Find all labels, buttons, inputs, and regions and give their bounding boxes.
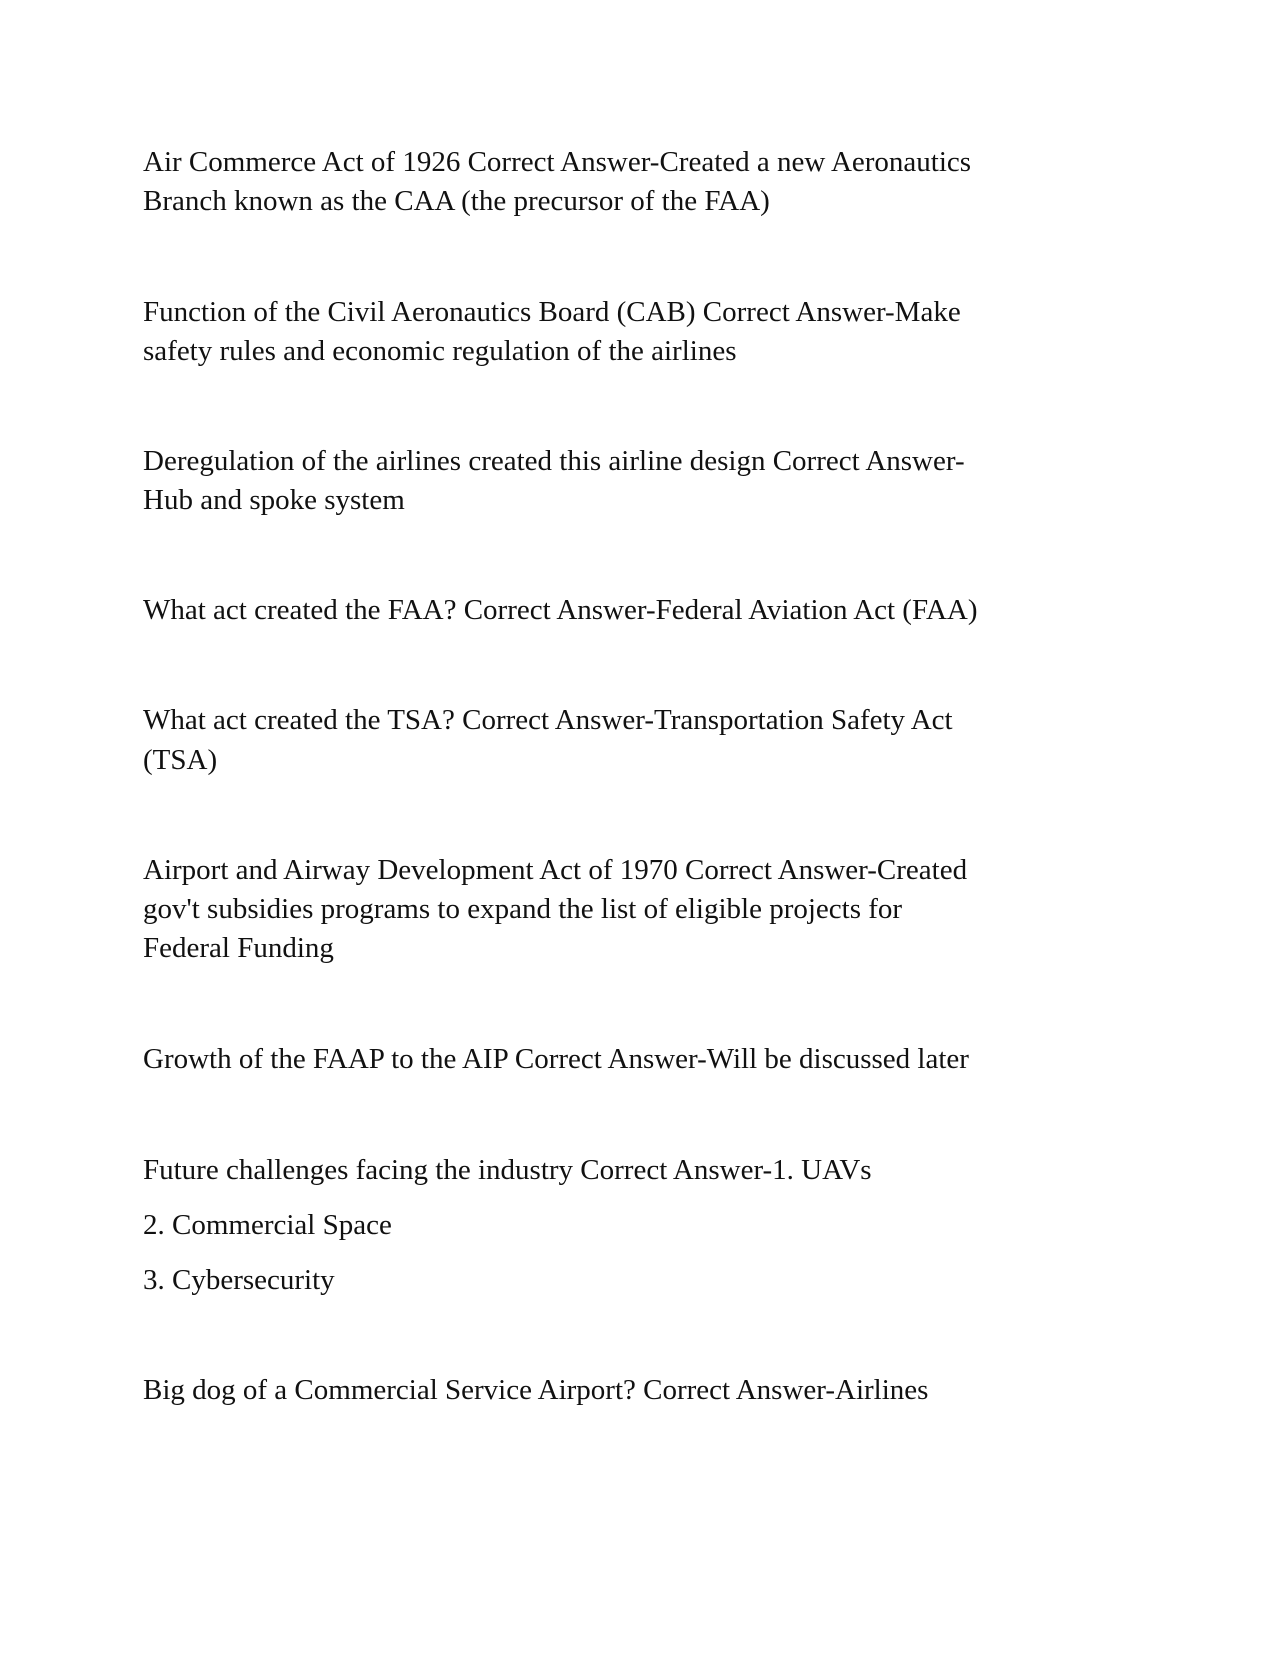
- paragraph-line: Growth of the FAAP to the AIP Correct Answer-Will be discussed later: [143, 1043, 969, 1075]
- paragraph-line: Deregulation of the airlines created this airline design Correct Answer-: [143, 445, 965, 477]
- paragraph-line: What act created the TSA? Correct Answer-Transportation Safety Act: [143, 704, 953, 736]
- paragraph-line: Airport and Airway Development Act of 1970 Correct Answer-Created: [143, 854, 968, 886]
- list-item: 2. Commercial Space: [143, 1209, 392, 1241]
- paragraph-line: Federal Funding: [143, 932, 334, 964]
- paragraph-line: Big dog of a Commercial Service Airport? Correct Answer-Airlines: [143, 1374, 929, 1406]
- paragraph-line: What act created the FAA? Correct Answer-Federal Aviation Act (FAA): [143, 594, 978, 626]
- paragraph-line: safety rules and economic regulation of the airlines: [143, 335, 737, 367]
- paragraph-line: gov't subsidies programs to expand the list of eligible projects for: [143, 893, 903, 925]
- paragraph-line: Branch known as the CAA (the precursor of the FAA): [143, 185, 770, 217]
- paragraph-line: Air Commerce Act of 1926 Correct Answer-Created a new Aeronautics: [143, 146, 972, 178]
- paragraph-line: Future challenges facing the industry Correct Answer-1. UAVs: [143, 1154, 872, 1186]
- paragraph-line: Hub and spoke system: [143, 484, 405, 516]
- paragraph-line: (TSA): [143, 744, 218, 776]
- list-item: 3. Cybersecurity: [143, 1264, 335, 1296]
- paragraph-line: Function of the Civil Aeronautics Board (CAB) Correct Answer-Make: [143, 296, 961, 328]
